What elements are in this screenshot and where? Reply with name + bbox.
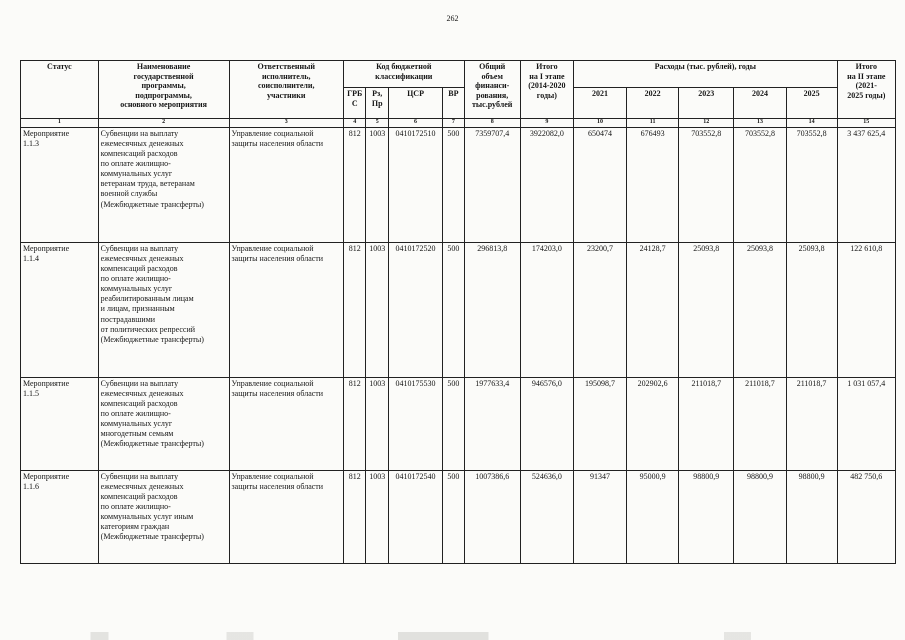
row-name: Субвенции на выплату ежемесячных денежных компенсаций расходов по оплате жилищно- коммунальных услуг многодетным семьям (Межбюджетные трансферты) <box>98 378 229 471</box>
header-total-volume: Общий объем финанси- рования, тыс.рублей <box>464 61 520 119</box>
row-year-2022: 676493 <box>627 128 679 243</box>
column-number: 2 <box>98 119 229 128</box>
row-grbs: 812 <box>343 128 365 243</box>
row-year-2024: 98800,9 <box>734 471 786 564</box>
table-row <box>21 471 896 564</box>
row-stage1-total: 3922082,0 <box>520 128 573 243</box>
header-expenses: Расходы (тыс. рублей), годы <box>573 61 837 88</box>
header-year-2022: 2022 <box>627 88 679 119</box>
row-year-2021: 650474 <box>573 128 626 243</box>
row-year-2024: 211018,7 <box>734 378 786 471</box>
header-stage2: Итого на II этапе (2021- 2025 годы) <box>837 61 895 119</box>
row-stage2-total: 122 610,8 <box>837 243 895 378</box>
header-executor: Ответственный исполнитель, соисполнители, участники <box>229 61 343 119</box>
row-year-2021: 195098,7 <box>573 378 626 471</box>
header-grbs: ГРБ С <box>343 88 365 119</box>
row-stage1-total: 524636,0 <box>520 471 573 564</box>
row-rzpr: 1003 <box>366 128 388 243</box>
row-grbs: 812 <box>343 243 365 378</box>
column-number: 5 <box>366 119 388 128</box>
row-total-volume: 1977633,4 <box>464 378 520 471</box>
header-status: Статус <box>21 61 99 119</box>
row-executor: Управление социальной защиты населения области <box>229 378 343 471</box>
row-year-2023: 98800,9 <box>679 471 734 564</box>
column-number: 11 <box>627 119 679 128</box>
column-number: 13 <box>734 119 786 128</box>
row-year-2022: 24128,7 <box>627 243 679 378</box>
row-name: Субвенции на выплату ежемесячных денежных компенсаций расходов по оплате жилищно- коммунальных услуг реабилитированным лицам и лицам, признанным пострадавшими от политических репрессий (Межбюджетные трансферты) <box>98 243 229 378</box>
header-year-2024: 2024 <box>734 88 786 119</box>
row-year-2023: 211018,7 <box>679 378 734 471</box>
row-executor: Управление социальной защиты населения области <box>229 471 343 564</box>
row-name: Субвенции на выплату ежемесячных денежных компенсаций расходов по оплате жилищно- коммунальных услуг иным категориям граждан (Межбюджетные трансферты) <box>98 471 229 564</box>
row-stage1-total: 946576,0 <box>520 378 573 471</box>
row-year-2025: 25093,8 <box>786 243 837 378</box>
row-rzpr: 1003 <box>366 243 388 378</box>
header-csr: ЦСР <box>388 88 442 119</box>
row-status: Мероприятие 1.1.4 <box>21 243 99 378</box>
row-stage2-total: 482 750,6 <box>837 471 895 564</box>
column-number: 4 <box>343 119 365 128</box>
header-rzpr: Рз, Пр <box>366 88 388 119</box>
column-number: 1 <box>21 119 99 128</box>
column-number: 8 <box>464 119 520 128</box>
row-year-2022: 202902,6 <box>627 378 679 471</box>
row-name: Субвенции на выплату ежемесячных денежных компенсаций расходов по оплате жилищно- коммунальных услуг ветеранам труда, ветеранам военной службы (Межбюджетные трансферты) <box>98 128 229 243</box>
row-year-2023: 703552,8 <box>679 128 734 243</box>
header-year-2023: 2023 <box>679 88 734 119</box>
row-csr: 0410175530 <box>388 378 442 471</box>
row-grbs: 812 <box>343 471 365 564</box>
row-status: Мероприятие 1.1.5 <box>21 378 99 471</box>
row-year-2025: 98800,9 <box>786 471 837 564</box>
row-csr: 0410172540 <box>388 471 442 564</box>
row-vr: 500 <box>443 471 464 564</box>
column-number: 12 <box>679 119 734 128</box>
row-year-2024: 703552,8 <box>734 128 786 243</box>
column-number: 9 <box>520 119 573 128</box>
row-stage2-total: 1 031 057,4 <box>837 378 895 471</box>
row-executor: Управление социальной защиты населения области <box>229 128 343 243</box>
scan-artifact-strip <box>0 632 905 640</box>
row-total-volume: 7359707,4 <box>464 128 520 243</box>
table-row <box>21 243 896 378</box>
header-budget-code: Код бюджетной классификации <box>343 61 464 88</box>
column-number: 10 <box>573 119 626 128</box>
row-stage1-total: 174203,0 <box>520 243 573 378</box>
row-status: Мероприятие 1.1.3 <box>21 128 99 243</box>
row-stage2-total: 3 437 625,4 <box>837 128 895 243</box>
column-number: 3 <box>229 119 343 128</box>
row-year-2025: 703552,8 <box>786 128 837 243</box>
header-vr: ВР <box>443 88 464 119</box>
row-grbs: 812 <box>343 378 365 471</box>
row-rzpr: 1003 <box>366 378 388 471</box>
column-number: 15 <box>837 119 895 128</box>
row-csr: 0410172510 <box>388 128 442 243</box>
row-vr: 500 <box>443 128 464 243</box>
row-year-2024: 25093,8 <box>734 243 786 378</box>
column-number: 14 <box>786 119 837 128</box>
row-year-2021: 91347 <box>573 471 626 564</box>
row-executor: Управление социальной защиты населения области <box>229 243 343 378</box>
row-year-2025: 211018,7 <box>786 378 837 471</box>
row-vr: 500 <box>443 243 464 378</box>
row-year-2023: 25093,8 <box>679 243 734 378</box>
budget-table <box>20 60 896 564</box>
row-total-volume: 296813,8 <box>464 243 520 378</box>
header-name: Наименование государственной программы, подпрограммы, основного мероприятия <box>98 61 229 119</box>
table-row <box>21 128 896 243</box>
row-year-2021: 23200,7 <box>573 243 626 378</box>
header-year-2021: 2021 <box>573 88 626 119</box>
page-number: 262 <box>446 14 459 23</box>
row-csr: 0410172520 <box>388 243 442 378</box>
table-row <box>21 378 896 471</box>
column-number: 6 <box>388 119 442 128</box>
column-number-row <box>21 119 896 128</box>
row-total-volume: 1007386,6 <box>464 471 520 564</box>
row-status: Мероприятие 1.1.6 <box>21 471 99 564</box>
row-year-2022: 95000,9 <box>627 471 679 564</box>
row-rzpr: 1003 <box>366 471 388 564</box>
header-year-2025: 2025 <box>786 88 837 119</box>
column-number: 7 <box>443 119 464 128</box>
row-vr: 500 <box>443 378 464 471</box>
header-stage1: Итого на I этапе (2014-2020 годы) <box>520 61 573 119</box>
